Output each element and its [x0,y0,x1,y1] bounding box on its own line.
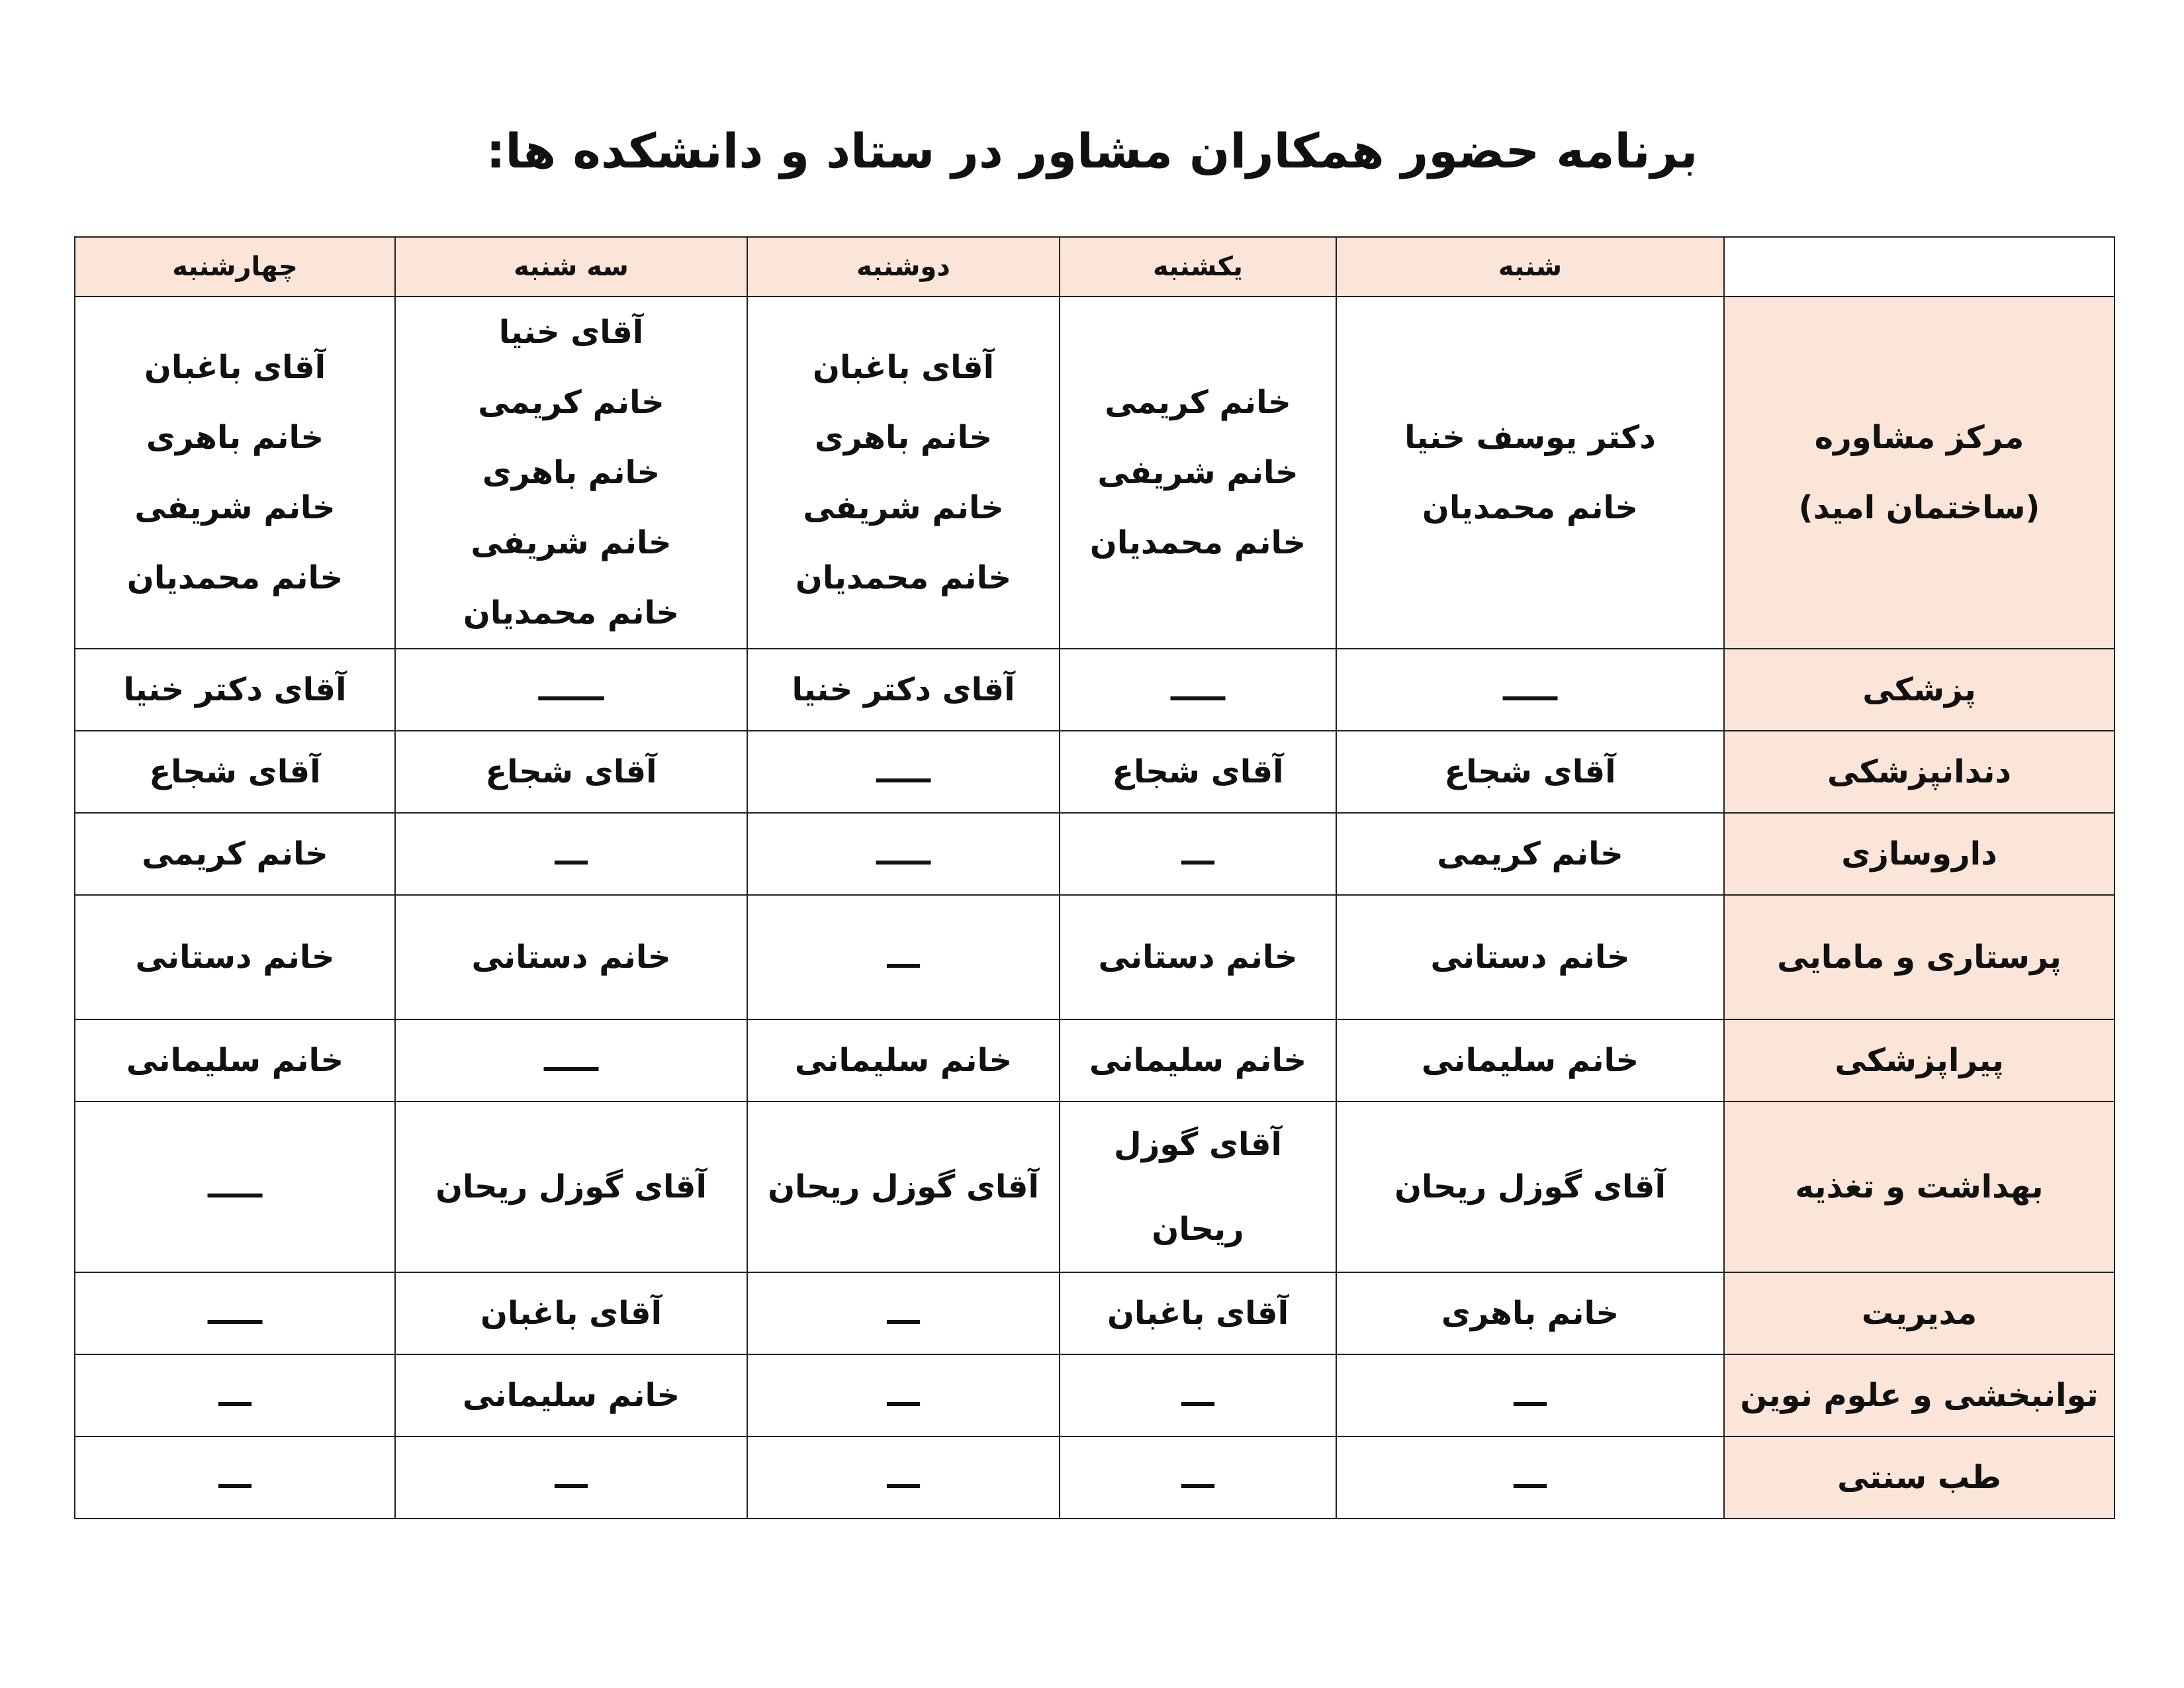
schedule-cell-chaharshanbe [75,649,395,731]
faculty-label-cell [1724,1019,2115,1102]
counselor-name: ـــ [1181,1459,1214,1496]
counselor-name: خانم محمدیان [1422,489,1639,526]
counselor-name: خانم باهری [814,419,993,456]
counselor-name: خانم سلیمانی [794,1042,1013,1079]
schedule-cell-chaharshanbe [75,1019,395,1102]
schedule-row [75,297,2115,649]
counselor-name: خانم محمدیان [795,559,1012,596]
schedule-row [75,1436,2115,1519]
faculty-label: (ساختمان امید) [1798,489,2040,526]
counselor-name: خانم سلیمانی [1421,1042,1639,1079]
counselor-name: دکتر یوسف خنیا [1404,419,1656,456]
schedule-row [75,813,2115,895]
counselor-name: ـــ [1181,835,1214,872]
schedule-cell-shanbe [1336,649,1724,731]
schedule-row [75,1019,2115,1102]
counselor-name: خانم دستانی [135,939,335,976]
faculty-label: مرکز مشاوره [1814,419,2025,456]
counselor-name: ریحان [1152,1211,1244,1248]
faculty-label: توانبخشی و علوم نوین [1740,1377,2099,1414]
counselor-name: ـــــ [1170,671,1226,708]
schedule-cell-chaharshanbe [75,297,395,649]
counselor-name: خانم شریفی [471,524,672,561]
counselor-name: خانم محمدیان [1089,524,1306,561]
schedule-cell-yekshanbe [1060,813,1336,895]
schedule-cell-yekshanbe [1060,297,1336,649]
schedule-cell-shanbe [1336,895,1724,1019]
counselor-name: آقای شجاع [1444,753,1616,790]
faculty-label-cell [1724,1272,2115,1354]
schedule-cell-seshanbe [395,1019,747,1102]
counselor-name: آقای باغبان [812,349,995,386]
counselor-name: آقای باغبان [1107,1295,1289,1332]
counselor-name: ـــــ [876,753,931,790]
schedule-cell-chaharshanbe [75,895,395,1019]
counselor-name: خانم کریمی [1105,384,1291,421]
counselor-name: خانم دستانی [1098,939,1298,976]
schedule-cell-yekshanbe [1060,895,1336,1019]
schedule-cell-yekshanbe [1060,731,1336,813]
schedule-cell-shanbe [1336,1272,1724,1354]
schedule-cell-yekshanbe [1060,649,1336,731]
day-header-seshanbe: سه شنبه [395,237,747,297]
schedule-cell-doshanbe [747,1436,1060,1519]
day-header-doshanbe: دوشنبه [747,237,1060,297]
faculty-label: طب سنتی [1837,1459,2001,1496]
faculty-label: پیراپزشکی [1835,1042,2004,1079]
schedule-cell-seshanbe [395,813,747,895]
counselor-name: خانم سلیمانی [462,1377,680,1414]
schedule-cell-chaharshanbe [75,731,395,813]
schedule-cell-doshanbe [747,1354,1060,1436]
counselor-name: خانم شریفی [1097,454,1298,491]
schedule-cell-doshanbe [747,1019,1060,1102]
schedule-cell-doshanbe [747,895,1060,1019]
schedule-cell-seshanbe [395,1354,747,1436]
schedule-cell-chaharshanbe [75,1436,395,1519]
schedule-cell-shanbe [1336,1019,1724,1102]
schedule-cell-chaharshanbe [75,1272,395,1354]
counselor-name: ـــ [887,1377,920,1414]
counselor-name: خانم باهری [1441,1295,1619,1332]
day-header-chaharshanbe: چهارشنبه [75,237,395,297]
counselor-name: آقای گوزل ریحان [435,1168,707,1205]
schedule-row [75,1272,2115,1354]
counselor-name: ـــ [218,1459,251,1496]
schedule-cell-yekshanbe [1060,1019,1336,1102]
schedule-cell-seshanbe [395,731,747,813]
faculty-label-cell [1724,297,2115,649]
schedule-row [75,731,2115,813]
schedule-cell-doshanbe [747,1272,1060,1354]
faculty-label: پزشکی [1862,671,1976,708]
counselor-name: ـــ [555,835,588,872]
counselor-name: ـــ [887,939,920,976]
schedule-row [75,649,2115,731]
counselor-name: خانم کریمی [142,835,328,872]
faculty-label-cell [1724,1102,2115,1272]
faculty-label: دندانپزشکی [1827,753,2011,790]
counselor-name: آقای شجاع [149,753,321,790]
counselor-name: ـــ [887,1295,920,1332]
page-title: برنامه حضور همکاران مشاور در ستاد و دانشکده ها: [486,123,1698,179]
counselor-name: ـــــ [207,1295,263,1332]
counselor-name: خانم شریفی [803,489,1004,526]
schedule-cell-shanbe [1336,731,1724,813]
schedule-row [75,1354,2115,1436]
schedule-cell-chaharshanbe [75,1354,395,1436]
counselor-name: خانم سلیمانی [1089,1042,1307,1079]
schedule-cell-chaharshanbe [75,1102,395,1272]
schedule-cell-shanbe [1336,297,1724,649]
schedule-cell-doshanbe [747,649,1060,731]
schedule-cell-yekshanbe [1060,1354,1336,1436]
counselor-name: ـــــ [1502,671,1558,708]
faculty-label: پرستاری و مامایی [1777,939,2062,976]
day-header-shanbe: شنبه [1336,237,1724,297]
counselor-name: ـــ [1514,1459,1547,1496]
counselor-name: آقای شجاع [485,753,657,790]
counselor-name: ـــ [555,1459,588,1496]
counselor-name: خانم محمدیان [126,559,343,596]
schedule-cell-yekshanbe [1060,1436,1336,1519]
counselor-name: ـــ [887,1459,920,1496]
schedule-cell-seshanbe [395,297,747,649]
schedule-cell-seshanbe [395,1436,747,1519]
faculty-label-cell [1724,1436,2115,1519]
faculty-label: مدیریت [1861,1295,1978,1332]
counselor-name: خانم دستانی [1430,939,1630,976]
schedule-cell-seshanbe [395,1272,747,1354]
faculty-label-cell [1724,1354,2115,1436]
counselor-name: آقای باغبان [480,1295,662,1332]
counselor-name: آقای خنیا [498,314,644,351]
schedule-cell-yekshanbe [1060,1272,1336,1354]
counselor-name: آقای دکتر خنیا [792,671,1015,708]
schedule-cell-doshanbe [747,297,1060,649]
counselor-name: خانم کریمی [478,384,664,421]
schedule-cell-seshanbe [395,649,747,731]
faculty-label-cell [1724,731,2115,813]
counselor-name: آقای گوزل [1114,1126,1282,1163]
counselor-name: ـــ [1514,1377,1547,1414]
counselor-name: آقای دکتر خنیا [123,671,347,708]
day-header-yekshanbe: یکشنبه [1060,237,1336,297]
schedule-cell-yekshanbe [1060,1102,1336,1272]
schedule-cell-seshanbe [395,895,747,1019]
counselor-name: ـــ [218,1377,251,1414]
counselor-name: خانم شریفی [134,489,336,526]
counselor-name: ـــــ [207,1168,263,1205]
counselor-name: ـــــ [543,1042,599,1079]
counselor-name: ـــــ [876,835,931,872]
schedule-cell-seshanbe [395,1102,747,1272]
counselor-name: ــــــ [538,671,604,708]
counselor-name: ـــ [1181,1377,1214,1414]
counselor-schedule-table [74,236,2115,1519]
counselor-name: آقای گوزل ریحان [1394,1168,1666,1205]
faculty-label-cell [1724,649,2115,731]
counselor-name: خانم سلیمانی [126,1042,344,1079]
schedule-cell-shanbe [1336,813,1724,895]
schedule-row [75,895,2115,1019]
faculty-label-cell [1724,813,2115,895]
faculty-label: بهداشت و تغذیه [1795,1168,2044,1205]
counselor-name: آقای گوزل ریحان [768,1168,1039,1205]
schedule-cell-shanbe [1336,1102,1724,1272]
header-row [75,237,2115,297]
counselor-name: خانم باهری [146,419,324,456]
schedule-cell-shanbe [1336,1436,1724,1519]
counselor-name: خانم باهری [482,454,660,491]
header-corner-cell [1724,237,2115,297]
counselor-name: خانم دستانی [471,939,671,976]
schedule-cell-doshanbe [747,731,1060,813]
counselor-name: آقای باغبان [144,349,326,386]
schedule-cell-shanbe [1336,1354,1724,1436]
faculty-label: داروسازی [1841,835,1997,872]
schedule-row [75,1102,2115,1272]
schedule-cell-doshanbe [747,1102,1060,1272]
counselor-name: آقای شجاع [1112,753,1284,790]
counselor-name: خانم محمدیان [463,594,680,632]
counselor-name: خانم کریمی [1437,835,1623,872]
schedule-cell-chaharshanbe [75,813,395,895]
schedule-cell-doshanbe [747,813,1060,895]
faculty-label-cell [1724,895,2115,1019]
